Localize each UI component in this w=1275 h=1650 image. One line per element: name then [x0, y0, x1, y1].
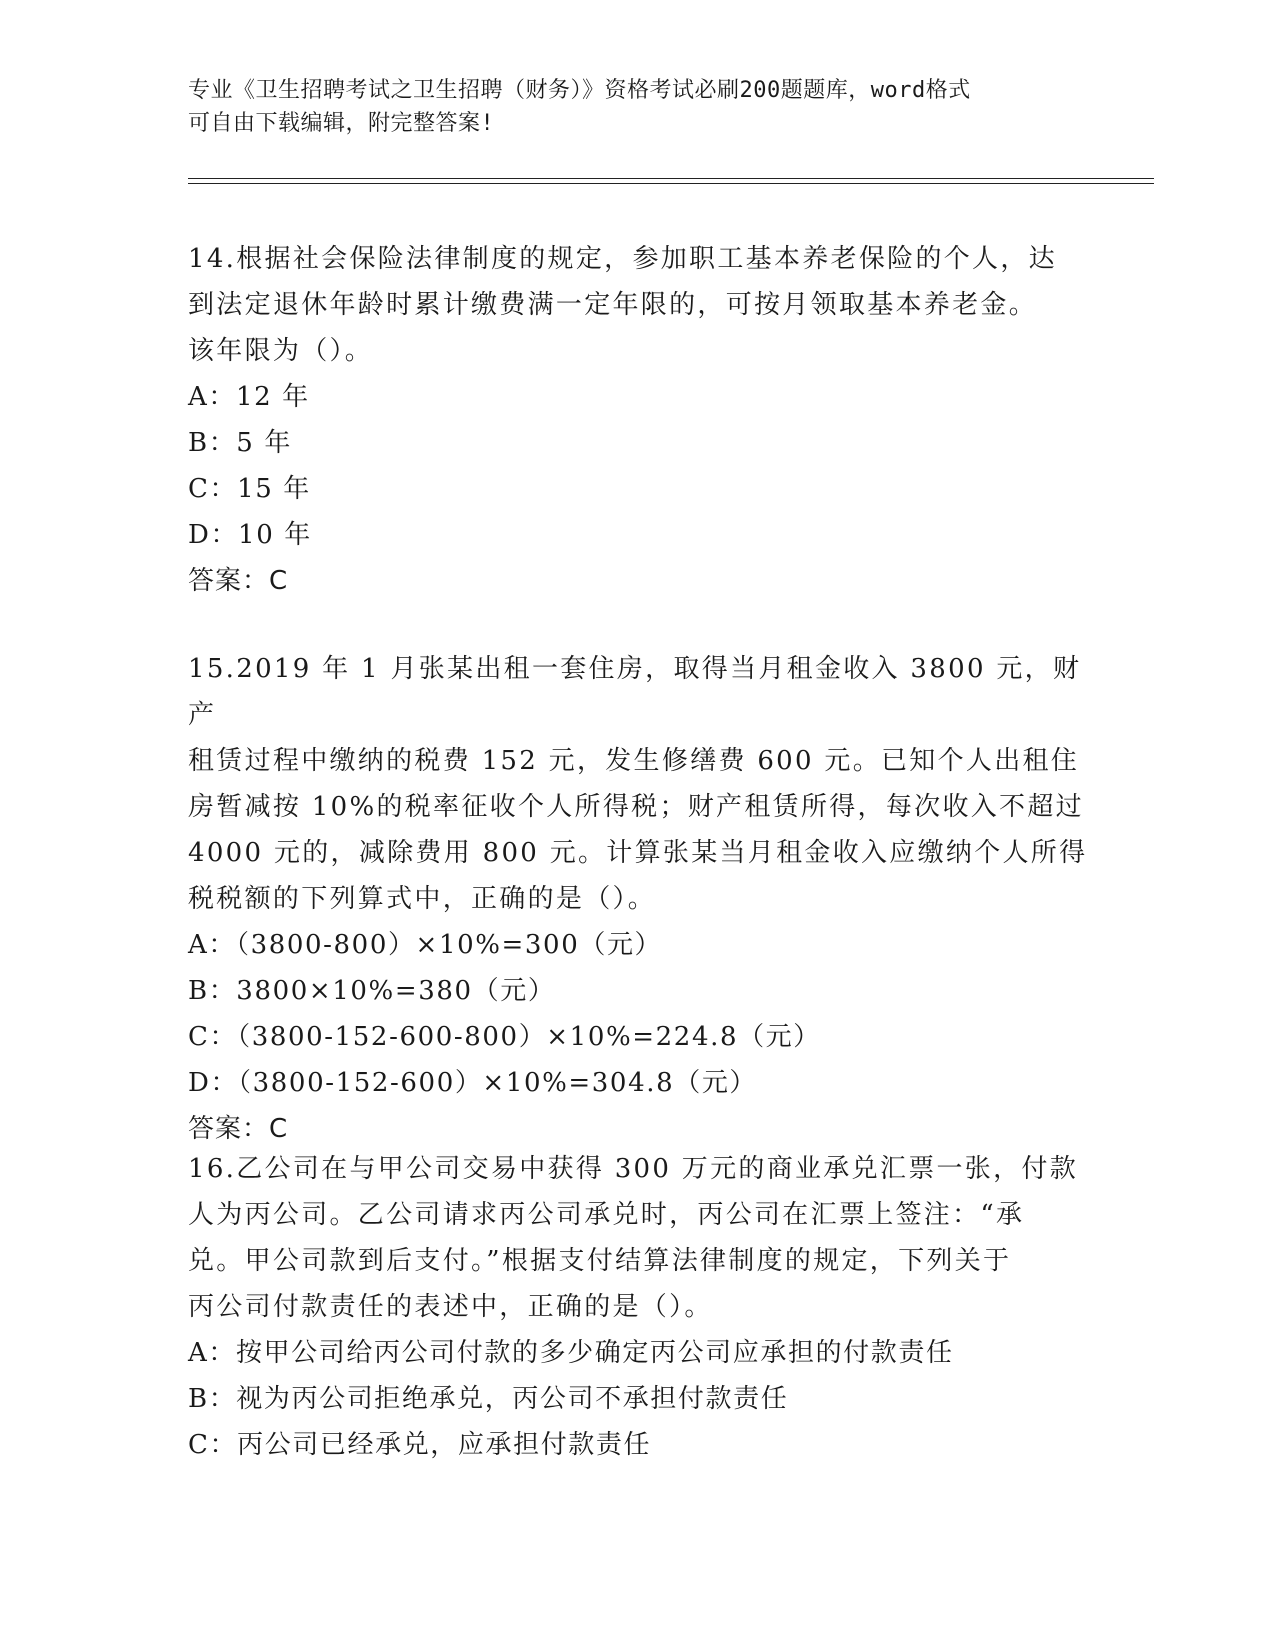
question-stem-line: 房暂减按 10%的税率征收个人所得税；财产租赁所得，每次收入不超过 [188, 792, 1084, 822]
option-c: C：15 年 [188, 474, 311, 504]
answer-line: 答案：C [188, 566, 289, 596]
option-d: D：10 年 [188, 520, 312, 550]
question-stem-line: 租赁过程中缴纳的税费 152 元，发生修缮费 600 元。已知个人出租住 [188, 746, 1080, 776]
option-b: B：视为丙公司拒绝承兑，丙公司不承担付款责任 [188, 1384, 789, 1414]
option-c: C：丙公司已经承兑，应承担付款责任 [188, 1430, 652, 1460]
option-c: C：（3800-152-600-800）×10%=224.8（元） [188, 1022, 821, 1052]
question-14 [188, 236, 1088, 604]
option-a: A：（3800-800）×10%=300（元） [188, 930, 663, 960]
option-b: B：3800×10%=380（元） [188, 976, 556, 1006]
question-16 [188, 1146, 1088, 1468]
header-title-line-2: 可自由下载编辑，附完整答案! [188, 111, 495, 136]
question-stem-line: 到法定退休年龄时累计缴费满一定年限的，可按月领取基本养老金。 [188, 290, 1038, 320]
question-stem-line: 兑。甲公司款到后支付。”根据支付结算法律制度的规定，下列关于 [188, 1246, 1012, 1276]
header-title-line-1: 专业《卫生招聘考试之卫生招聘（财务）》资格考试必刷200题题库，word格式 [188, 78, 971, 103]
question-15 [188, 646, 1088, 1152]
option-a: A：按甲公司给丙公司付款的多少确定丙公司应承担的付款责任 [188, 1338, 954, 1368]
question-stem-line: 该年限为（）。 [188, 336, 374, 366]
question-stem-line: 丙公司付款责任的表述中，正确的是（）。 [188, 1292, 713, 1322]
question-stem-line: 16.乙公司在与甲公司交易中获得 300 万元的商业承兑汇票一张，付款 [188, 1154, 1079, 1184]
question-stem-line: 15.2019 年 1 月张某出租一套住房，取得当月租金收入 3800 元，财产 [188, 654, 1082, 730]
option-b: B：5 年 [188, 428, 292, 458]
question-stem-line: 税税额的下列算式中，正确的是（）。 [188, 884, 657, 914]
question-stem-line: 人为丙公司。乙公司请求丙公司承兑时，丙公司在汇票上签注：“承 [188, 1200, 1025, 1230]
question-stem-line: 4000 元的，减除费用 800 元。计算张某当月租金收入应缴纳个人所得 [188, 838, 1088, 868]
answer-line: 答案：C [188, 1114, 289, 1144]
option-a: A：12 年 [188, 382, 310, 412]
header-divider-bottom [188, 183, 1154, 184]
question-stem-line: 14.根据社会保险法律制度的规定，参加职工基本养老保险的个人，达 [188, 244, 1057, 274]
header-divider-top [188, 178, 1154, 179]
document-header [188, 74, 1068, 140]
option-d: D：（3800-152-600）×10%=304.8（元） [188, 1068, 758, 1098]
